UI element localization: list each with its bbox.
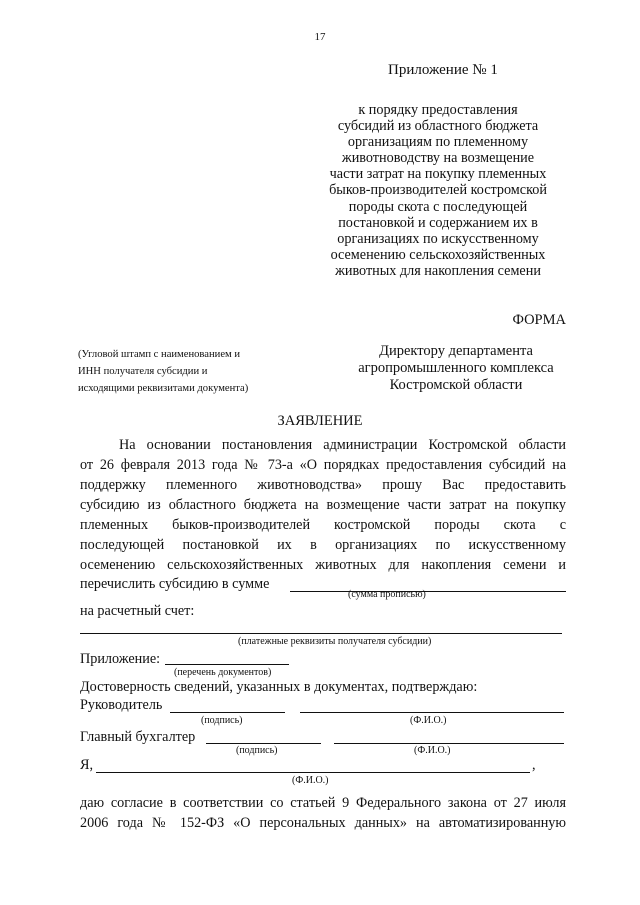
appendix-line: быков-производителей костромской xyxy=(329,182,547,199)
appendix-line: породы скота с последующей xyxy=(348,198,528,215)
appendix-line: субсидий из областного бюджета xyxy=(337,118,539,135)
stamp-line: ИНН получателя субсидии и xyxy=(78,366,208,378)
accountant-name-caption: (Ф.И.О.) xyxy=(414,745,451,756)
attachment-label: Приложение: xyxy=(80,651,161,667)
stamp-line: (Угловой штамп с наименованием и xyxy=(78,349,241,360)
appendix-line: части затрат на покупку племенных xyxy=(329,166,547,183)
addressee xyxy=(346,343,566,394)
confirmation-text: Достоверность сведений, указанных в документах, подтверждаю: xyxy=(80,679,478,695)
appendix-description xyxy=(320,102,556,279)
consent-comma: , xyxy=(532,757,536,773)
addressee-line: Костромской области xyxy=(389,377,523,393)
appendix-line: животноводству на возмещение xyxy=(341,150,535,167)
amount-caption: (сумма прописью) xyxy=(348,589,426,600)
appendix-title: Приложение № 1 xyxy=(388,62,498,78)
body-line: субсидию из областного бюджета на возмещение части затрат на покупку xyxy=(80,497,566,513)
director-name-field[interactable] xyxy=(300,712,564,713)
body-line: от 26 февраля 2013 года № 73-а «О порядках предоставления субсидий на xyxy=(80,457,566,473)
stamp-placeholder xyxy=(78,346,248,398)
attachment-caption: (перечень документов) xyxy=(174,667,272,678)
addressee-line: агропромышленного комплекса xyxy=(358,360,554,376)
account-field[interactable] xyxy=(80,633,562,634)
body-line: осеменению сельскохозяйственных животных для накопления семени и xyxy=(80,557,566,573)
consent-label: Я, xyxy=(80,757,94,773)
accountant-signature-caption: (подпись) xyxy=(236,745,278,756)
appendix-line: осеменению сельскохозяйственных xyxy=(330,246,546,263)
appendix-line: к порядку предоставления xyxy=(358,102,518,118)
appendix-line: постановкой и содержанием их в xyxy=(338,214,538,231)
body-line: На основании постановления администрации Костромской области xyxy=(119,437,566,453)
body-line: поддержку племенного животноводства» прошу Вас предоставить xyxy=(80,477,566,493)
appendix-line: организациям по племенному xyxy=(347,134,529,151)
consent-text-line: даю согласие в соответствии со статьей 9 Федерального закона от 27 июля xyxy=(80,795,566,811)
appendix-line: животных для накопления семени xyxy=(335,262,541,279)
director-label: Руководитель xyxy=(80,697,163,713)
document-title: ЗАЯВЛЕНИЕ xyxy=(277,413,363,429)
director-signature-field[interactable] xyxy=(170,712,285,713)
stamp-line: исходящими реквизитами документа) xyxy=(78,383,249,395)
account-label: на расчетный счет: xyxy=(80,603,195,619)
director-name-caption: (Ф.И.О.) xyxy=(410,715,447,726)
consent-text-line: 2006 года № 152-ФЗ «О персональных данных» на автоматизированную xyxy=(80,815,566,831)
accountant-name-field[interactable] xyxy=(334,743,564,744)
account-caption: (платежные реквизиты получателя субсидии) xyxy=(238,636,432,647)
form-label: ФОРМА xyxy=(512,312,566,328)
amount-label: перечислить субсидию в сумме xyxy=(80,576,270,592)
accountant-label: Главный бухгалтер xyxy=(80,729,196,745)
amount-field[interactable] xyxy=(290,591,566,592)
addressee-line: Директору департамента xyxy=(379,343,533,359)
appendix-line: организациях по искусственному xyxy=(337,230,539,247)
accountant-signature-field[interactable] xyxy=(206,743,321,744)
attachment-field[interactable] xyxy=(165,664,289,665)
consent-caption: (Ф.И.О.) xyxy=(292,775,329,786)
consent-name-field[interactable] xyxy=(96,772,530,773)
director-signature-caption: (подпись) xyxy=(201,715,243,726)
body-line: племенных быков-производителей костромской породы скота с xyxy=(80,517,566,533)
body-line: последующей постановкой их в организациях по искусственному xyxy=(80,537,566,553)
page-number: 17 xyxy=(314,31,326,43)
